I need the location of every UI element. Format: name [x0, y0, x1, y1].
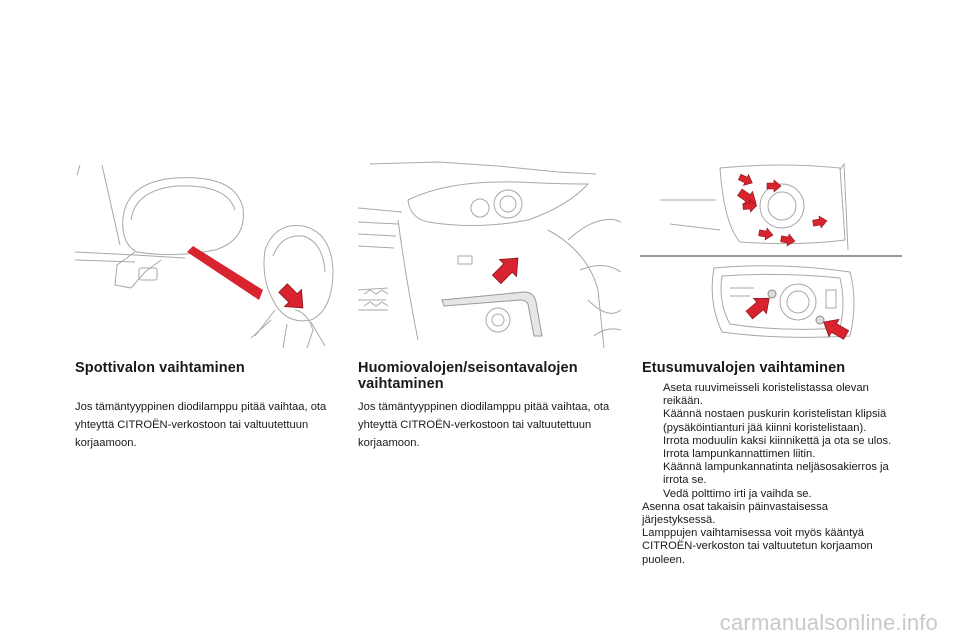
section-title-spot: Spottivalon vaihtaminen — [75, 360, 245, 376]
fog-lamp-module-illustration — [700, 262, 860, 342]
list-item: Käännä lampunkannatinta neljäsosakierros ja irrota se. — [663, 461, 889, 487]
front-bumper-daytime-lamp-illustration — [358, 160, 621, 348]
section-title-daytime: Huomiovalojen/seisontavalojen vaihtaminen — [358, 360, 578, 392]
mirror-spot-lamp-illustration — [75, 160, 338, 348]
fog-steps-list — [642, 382, 904, 501]
section-title-fog: Etusumuvalojen vaihtaminen — [642, 360, 846, 376]
dealer-note: Lamppujen vaihtamisessa voit myös kääntyä CITROËN-verkoston tai valtuutetun korjaamon puoleen. — [642, 527, 873, 566]
list-item: Aseta ruuvimeisseli koristelistassa olevan reikään. — [663, 382, 869, 408]
list-item: Irrota lampunkannattimen liitin. — [663, 448, 816, 461]
list-item: Irrota moduulin kaksi kiinnikettä ja ota se ulos. — [663, 434, 892, 447]
watermark: carmanualsonline.info — [719, 610, 938, 635]
section-text-daytime: Jos tämäntyyppinen diodilamppu pitää vaihtaa, ota yhteyttä CITROËN-verkostoon tai valtuutettuun korjaamoon. — [358, 401, 610, 449]
section-text-spot: Jos tämäntyyppinen diodilamppu pitää vaihtaa, ota yhteyttä CITROËN-verkostoon tai valtuutettuun korjaamoon. — [75, 401, 327, 449]
fog-lamp-clips-illustration — [640, 160, 902, 258]
list-item: Vedä polttimo irti ja vaihda se. — [663, 487, 812, 500]
list-item: Käännä nostaen puskurin koristelistan klipsiä (pysäköintianturi jää kiinni koristelistaan). — [663, 408, 887, 434]
reassembly-note: Asenna osat takaisin päinvastaisessa järjestyksessä. — [642, 500, 828, 527]
